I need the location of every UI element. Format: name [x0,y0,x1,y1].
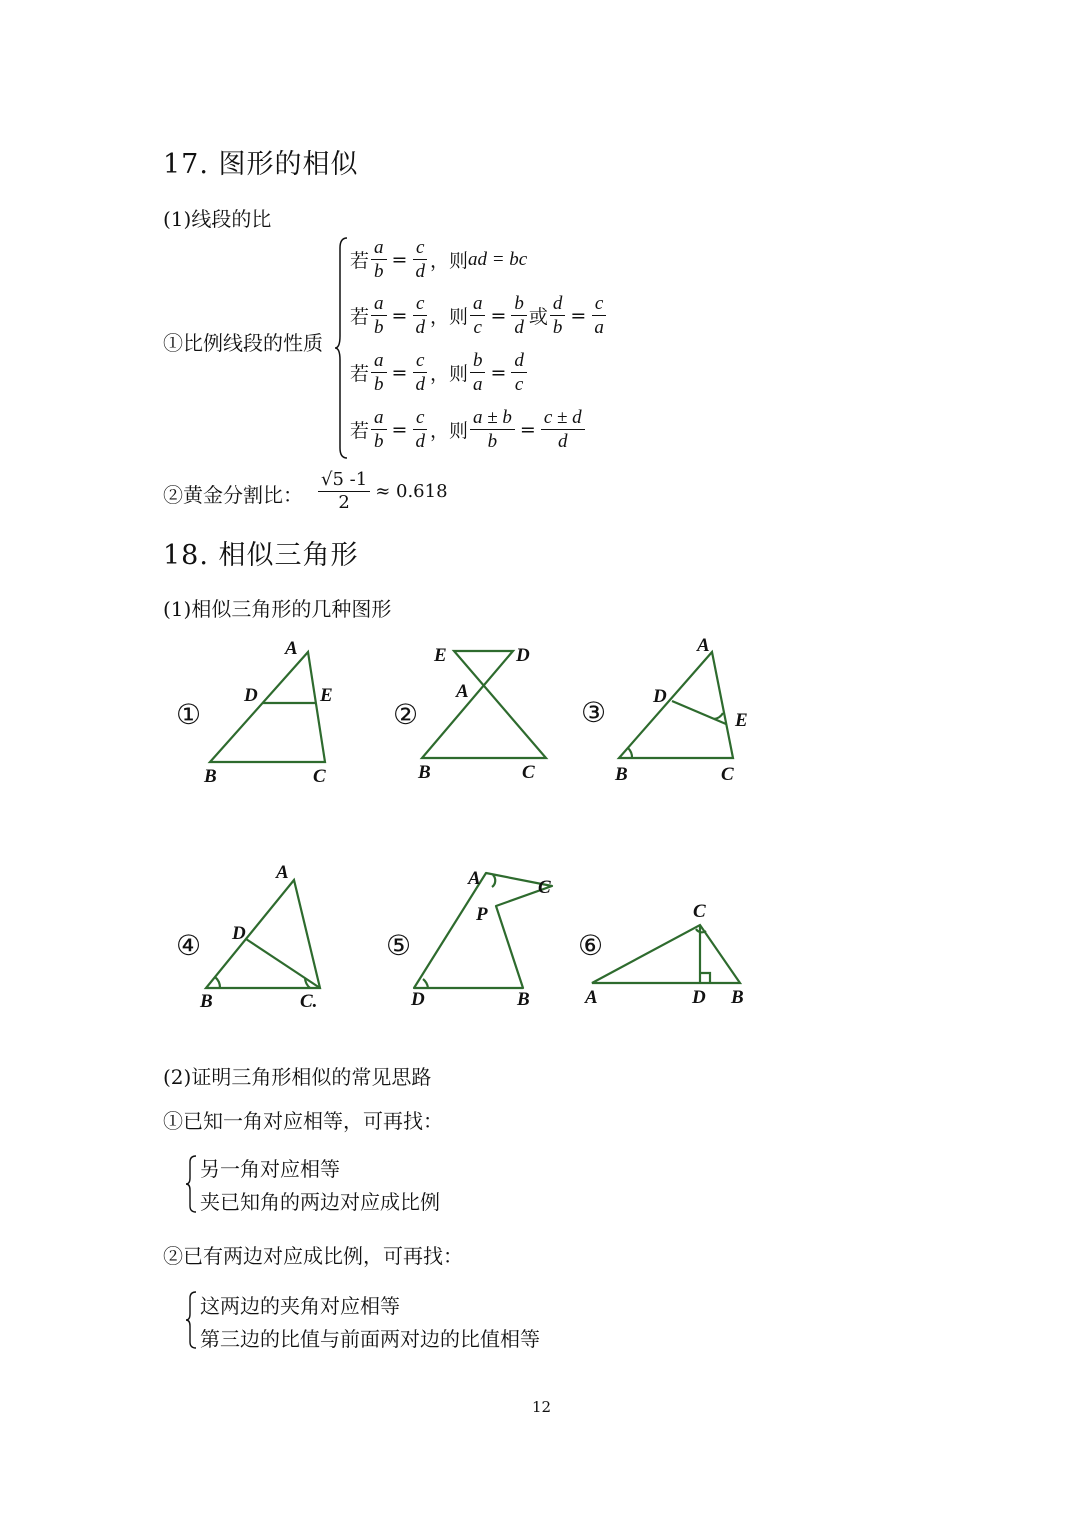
case1-option-a: 另一角对应相等 [200,1157,340,1181]
proportion-row-4: 若 $\frac{a}{b}$ = $\frac{c}{d}$ ，则 $\frac{a \pm b}{b}$ = $\frac{c \pm d}{d}$ [350,408,587,451]
ruo-text: 若 [350,250,370,272]
figure-num-6: ⑥ [578,929,604,962]
case1-text: ①已知一角对应相等，可再找： [163,1109,443,1133]
proportion-row-2: 若 $\frac{a}{b}$ = $\frac{c}{d}$ ，则 $\frac{a}{c}$ = $\frac{b}{d}$ 或 $\frac{d}{b}$ = $\frac{c}{a}$ [350,294,609,337]
figure-num-1: ① [176,698,202,731]
fraction-cpmd-d: $\frac{c \pm d}{d}$ [541,408,585,451]
figure-2 [422,651,546,758]
fig4-label-A: A [276,862,289,883]
fig4-label-C: C. [300,991,318,1012]
figure-num-2: ② [393,698,419,731]
figure-6 [592,925,740,983]
fig1-label-D: D [244,685,258,706]
page-number: 12 [532,1398,552,1416]
fig5-label-A: A [468,868,481,889]
fig6-label-B: B [731,987,744,1008]
proportion-row-1: 若 $\frac{a}{b}$ = $\frac{c}{d}$ ，则 ad = bc [350,237,528,282]
section17-sub1: (1)线段的比 [163,207,272,231]
fig5-label-D: D [411,989,425,1010]
fraction-d-b: $\frac{d}{b}$ [550,294,566,337]
case1-option-b: 夹已知角的两边对应成比例 [200,1190,440,1214]
case2-brace [185,1290,199,1350]
figure-num-4: ④ [176,929,202,962]
fig2-label-C: C [522,762,535,783]
fig2-label-B: B [418,762,431,783]
proportion-property-label: ①比例线段的性质 [163,331,323,355]
fig2-label-E: E [434,645,447,666]
fig1-label-B: B [204,766,217,787]
fig6-label-A: A [585,987,598,1008]
fig3-label-D: D [653,686,667,707]
fig6-label-D: D [692,987,706,1008]
golden-num: √5 -1 [318,471,370,492]
golden-approx: ≈ 0.618 [375,481,448,502]
fig6-label-C: C [693,901,706,922]
fraction-a-c: $\frac{a}{c}$ [470,294,486,337]
fraction-c-d: $\frac{c}{d}$ [412,238,428,281]
figure-5 [414,873,552,988]
ad-eq-bc: ad = bc [467,248,528,270]
fig5-label-C: C [538,877,551,898]
fraction-d-c: $\frac{d}{c}$ [511,351,527,394]
case1-brace [185,1154,199,1214]
figure-1 [210,652,325,762]
golden-den: 2 [338,492,350,513]
fraction-b-a: $\frac{b}{a}$ [470,351,486,394]
fig3-label-E: E [735,710,748,731]
fig3-label-C: C [721,764,734,785]
fraction-b-d: $\frac{b}{d}$ [511,294,527,337]
fig2-label-D: D [516,645,530,666]
fig3-label-A: A [697,635,710,656]
fig1-label-A: A [285,638,298,659]
fig1-label-E: E [320,685,333,706]
case2-option-b: 第三边的比值与前面两对边的比值相等 [200,1327,540,1351]
fig4-label-B: B [200,991,213,1012]
fig5-label-B: B [517,989,530,1010]
section18-title: 18. 相似三角形 [163,540,359,571]
fraction-a-b: $\frac{a}{b}$ [371,238,387,281]
fig2-label-A: A [456,681,469,702]
fig1-label-C: C [313,766,326,787]
fraction-c-a: $\frac{c}{a}$ [591,294,607,337]
fraction-apmb-b: $\frac{a \pm b}{b}$ [470,408,515,451]
figure-num-5: ⑤ [386,929,412,962]
fig3-label-B: B [615,764,628,785]
case2-text: ②已有两边对应成比例，可再找： [163,1244,463,1268]
case2-option-a: 这两边的夹角对应相等 [200,1294,400,1318]
section18-sub1: (1)相似三角形的几种图形 [163,597,392,621]
figure-4 [206,880,320,988]
fig4-label-D: D [232,923,246,944]
proportion-row-3: 若 $\frac{a}{b}$ = $\frac{c}{d}$ ，则 $\frac{b}{a}$ = $\frac{d}{c}$ [350,351,529,394]
section18-sub2: (2)证明三角形相似的常见思路 [163,1065,432,1089]
figure-num-3: ③ [581,696,607,729]
figure-3 [619,652,733,758]
golden-ratio-label: ②黄金分割比： [163,483,303,507]
section17-title: 17. 图形的相似 [163,149,359,180]
fig5-label-P: P [476,904,488,925]
